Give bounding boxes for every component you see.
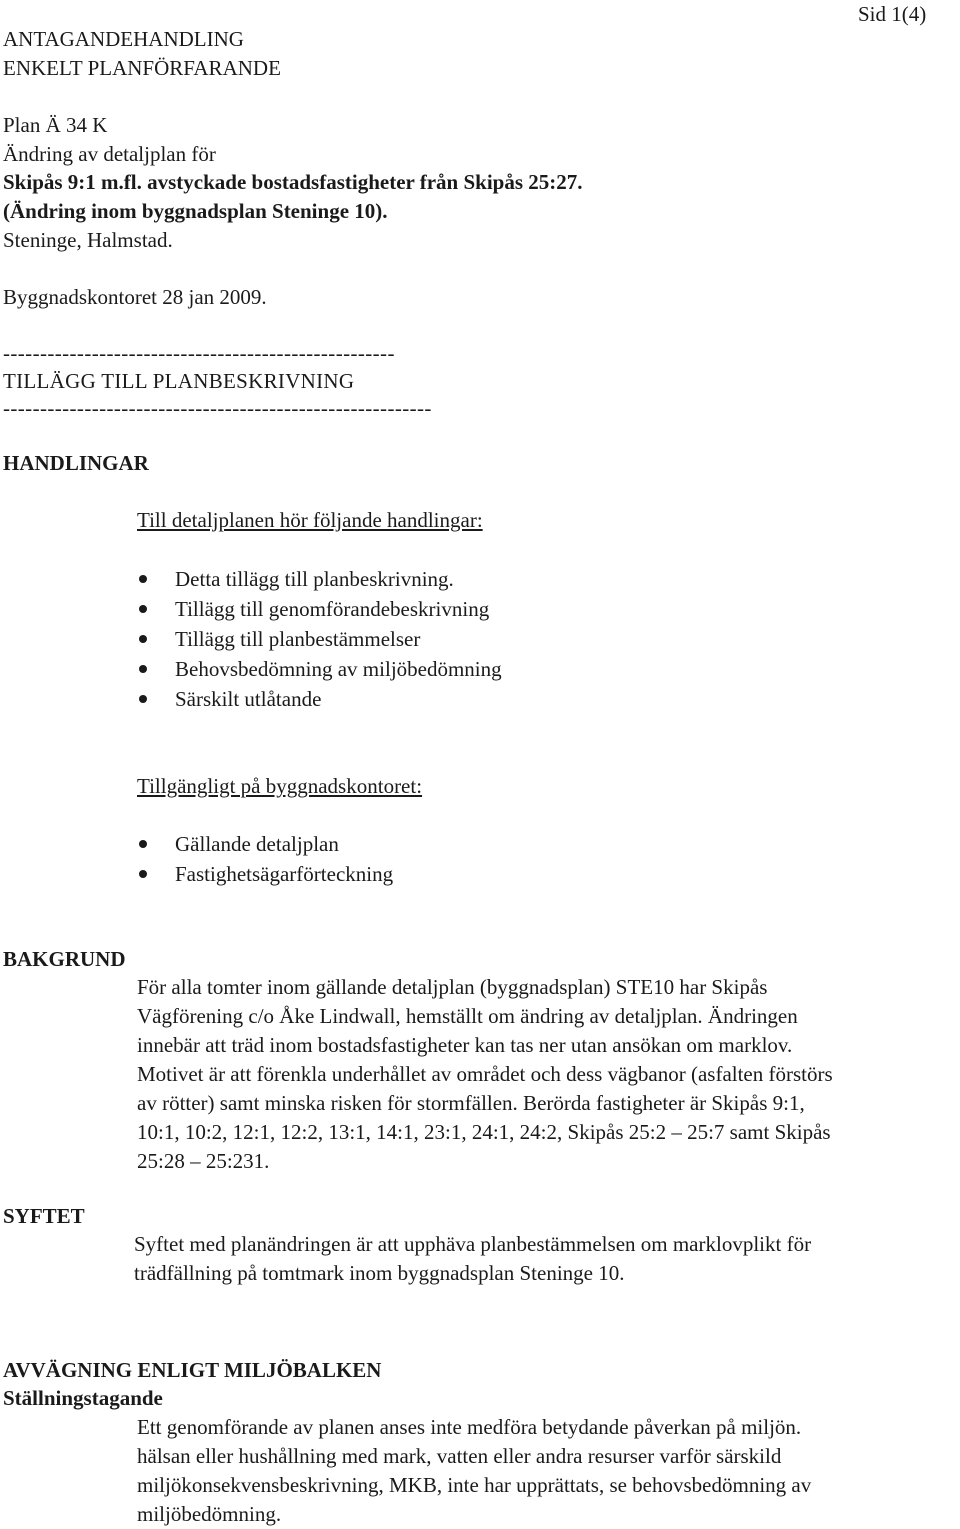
document-type-line-2: ENKELT PLANFÖRFARANDE	[3, 56, 281, 80]
list-item: Behovsbedömning av miljöbedömning	[139, 654, 502, 684]
bakgrund-paragraph: För alla tomter inom gällande detaljplan (byggnadsplan) STE10 har Skipås Vägförening c/o Åke Lindwall, hemställt om ändring av detaljplan. Ändringen innebär att träd inom bostadsfastigheter kan tas ner utan ansökan om marklov. Motivet är att förenkla underhållet av området och dess vägbanor (asfalten förstörs av rötter) samt minska risken för stormfällen. Berörda fastigheter är Skipås 9:1, 10:1, 10:2, 12:1, 12:2, 13:1, 14:1, 23:1, 24:1, 24:2, Skipås 25:2 – 25:7 samt Skipås 25:28 – 25:231.	[137, 975, 833, 1173]
avvagning-heading: AVVÄGNING ENLIGT MILJÖBALKEN	[3, 1358, 382, 1382]
plan-subtitle: (Ändring inom byggnadsplan Steninge 10).	[3, 199, 388, 223]
document-type-line-1: ANTAGANDEHANDLING	[3, 27, 244, 51]
bakgrund-heading: BAKGRUND	[3, 947, 126, 971]
avvagning-subheading: Ställningstagande	[3, 1386, 163, 1410]
divider-bottom: ----------------------------------------------------------	[3, 396, 432, 420]
list-item: Tillägg till planbestämmelser	[139, 624, 502, 654]
bullet-icon	[139, 870, 147, 878]
available-heading: Tillgängligt på byggnadskontoret:	[137, 774, 423, 798]
list-item: Tillägg till genomförandebeskrivning	[139, 594, 502, 624]
bullet-icon	[139, 575, 147, 583]
available-list	[139, 829, 393, 889]
bullet-icon	[139, 840, 147, 848]
plan-description-line: Ändring av detaljplan för	[3, 142, 216, 166]
plan-id: Plan Ä 34 K	[3, 113, 108, 137]
handlingar-subheading: Till detaljplanen hör följande handlingar:	[137, 508, 483, 532]
list-item: Fastighetsägarförteckning	[139, 859, 393, 889]
list-item: Särskilt utlåtande	[139, 684, 502, 714]
documents-list	[139, 564, 502, 714]
addendum-title: TILLÄGG TILL PLANBESKRIVNING	[3, 369, 355, 393]
plan-location: Steninge, Halmstad.	[3, 228, 173, 252]
bullet-icon	[139, 695, 147, 703]
handlingar-heading: HANDLINGAR	[3, 451, 149, 475]
list-item: Detta tillägg till planbeskrivning.	[139, 564, 502, 594]
office-date: Byggnadskontoret 28 jan 2009.	[3, 285, 267, 309]
bullet-icon	[139, 605, 147, 613]
list-item: Gällande detaljplan	[139, 829, 393, 859]
page-number: Sid 1(4)	[858, 2, 927, 26]
bullet-icon	[139, 635, 147, 643]
divider-top: -----------------------------------------------------	[3, 341, 395, 365]
plan-title: Skipås 9:1 m.fl. avstyckade bostadsfastigheter från Skipås 25:27.	[3, 170, 583, 194]
syftet-heading: SYFTET	[3, 1204, 85, 1228]
avvagning-paragraph: Ett genomförande av planen anses inte medföra betydande påverkan på miljön. hälsan eller hushållning med mark, vatten eller andra resurser varför särskild miljökonsekvensbeskrivning, MKB, inte har upprättats, se behovsbedömning av miljöbedömning.	[137, 1415, 812, 1526]
syftet-paragraph: Syftet med planändringen är att upphäva planbestämmelsen om marklovplikt för trädfällning på tomtmark inom byggnadsplan Steninge 10.	[134, 1232, 812, 1285]
bullet-icon	[139, 665, 147, 673]
